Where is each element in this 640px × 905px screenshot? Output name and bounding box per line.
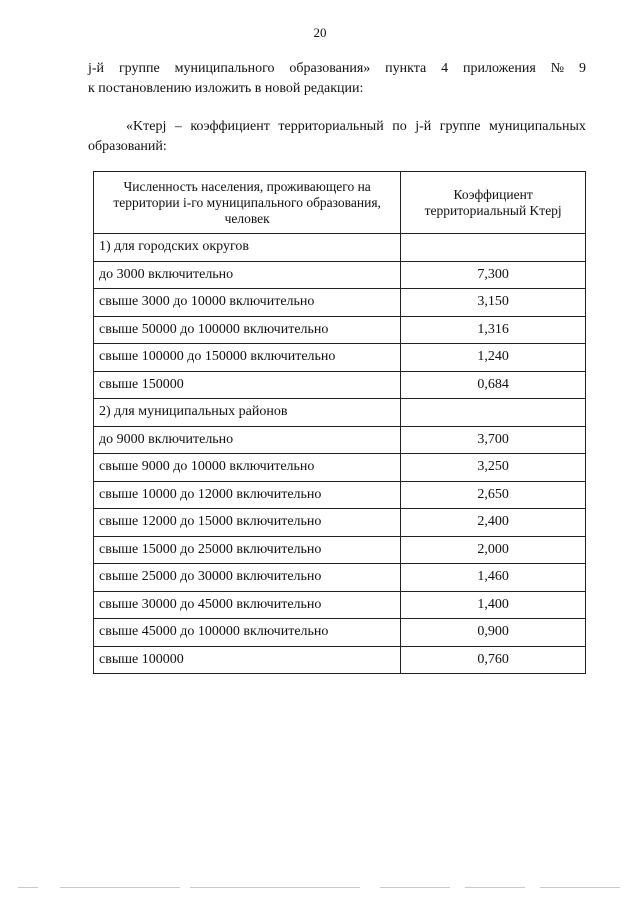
row-label: свыше 45000 до 100000 включительно <box>94 619 401 647</box>
table-row <box>94 591 586 619</box>
word: образования» <box>289 61 371 76</box>
table-row <box>94 509 586 537</box>
row-label: свыше 100000 до 150000 включительно <box>94 344 401 372</box>
table-header-row <box>94 172 586 234</box>
row-value: 1,460 <box>401 564 586 592</box>
table-row <box>94 426 586 454</box>
word: группе <box>439 119 481 134</box>
word: j-й <box>415 119 432 134</box>
row-label: свыше 150000 <box>94 371 401 399</box>
table-row <box>94 399 586 427</box>
row-label: свыше 50000 до 100000 включительно <box>94 316 401 344</box>
scan-artifact-line <box>380 887 450 888</box>
definition-line-1 <box>88 117 586 137</box>
row-value: 3,250 <box>401 454 586 482</box>
table-row <box>94 564 586 592</box>
scan-artifact-line <box>190 887 360 888</box>
row-label: свыше 15000 до 25000 включительно <box>94 536 401 564</box>
table-row <box>94 619 586 647</box>
row-value: 1,240 <box>401 344 586 372</box>
table-row <box>94 316 586 344</box>
intro-line-2: к постановлению изложить в новой редакции: <box>88 81 364 96</box>
row-label: свыше 3000 до 10000 включительно <box>94 289 401 317</box>
row-value: 0,684 <box>401 371 586 399</box>
scan-artifact-line <box>18 887 38 888</box>
row-value <box>401 399 586 427</box>
word: «Kтерj <box>126 119 167 134</box>
word: группе <box>118 61 160 76</box>
scan-artifact-line <box>60 887 180 888</box>
row-value: 2,000 <box>401 536 586 564</box>
definition-paragraph <box>88 117 586 157</box>
row-label: свыше 30000 до 45000 включительно <box>94 591 401 619</box>
row-value: 1,316 <box>401 316 586 344</box>
scan-artifact-line <box>540 887 620 888</box>
row-value: 2,400 <box>401 509 586 537</box>
definition-line-2: образований: <box>88 139 167 154</box>
row-value <box>401 234 586 262</box>
row-label: свыше 9000 до 10000 включительно <box>94 454 401 482</box>
header-coefficient: Коэффициент территориальный Kтерj <box>401 172 586 234</box>
table-row <box>94 481 586 509</box>
row-label: 2) для муниципальных районов <box>94 399 401 427</box>
table-row <box>94 234 586 262</box>
word: j-й <box>88 61 105 76</box>
table-row <box>94 646 586 674</box>
row-value: 2,650 <box>401 481 586 509</box>
row-label: 1) для городских округов <box>94 234 401 262</box>
word: 4 <box>441 61 449 76</box>
table-row <box>94 454 586 482</box>
word: 9 <box>578 61 586 76</box>
row-label: свыше 100000 <box>94 646 401 674</box>
intro-line-1 <box>88 59 586 79</box>
word: по <box>392 119 407 134</box>
word: территориальный <box>278 119 384 134</box>
word: муниципальных <box>488 119 586 134</box>
table-row <box>94 344 586 372</box>
coefficient-table <box>93 171 586 674</box>
row-label: свыше 10000 до 12000 включительно <box>94 481 401 509</box>
row-label: свыше 25000 до 30000 включительно <box>94 564 401 592</box>
row-label: до 3000 включительно <box>94 261 401 289</box>
table-row <box>94 289 586 317</box>
word: коэффициент <box>190 119 270 134</box>
word: приложения <box>463 61 536 76</box>
row-label: до 9000 включительно <box>94 426 401 454</box>
word: № <box>550 61 565 76</box>
row-value: 7,300 <box>401 261 586 289</box>
row-value: 0,900 <box>401 619 586 647</box>
table-row <box>94 536 586 564</box>
intro-paragraph <box>88 59 586 99</box>
row-value: 1,400 <box>401 591 586 619</box>
page-number: 20 <box>313 25 327 40</box>
row-label: свыше 12000 до 15000 включительно <box>94 509 401 537</box>
word: – <box>174 119 182 134</box>
row-value: 3,150 <box>401 289 586 317</box>
table-row <box>94 371 586 399</box>
row-value: 0,760 <box>401 646 586 674</box>
row-value: 3,700 <box>401 426 586 454</box>
table-row <box>94 261 586 289</box>
scan-artifact-line <box>465 887 525 888</box>
word: муниципального <box>174 61 275 76</box>
word: пункта <box>385 61 427 76</box>
header-population: Численность населения, проживающего на территории i-го муниципального образования, человек <box>94 172 401 234</box>
